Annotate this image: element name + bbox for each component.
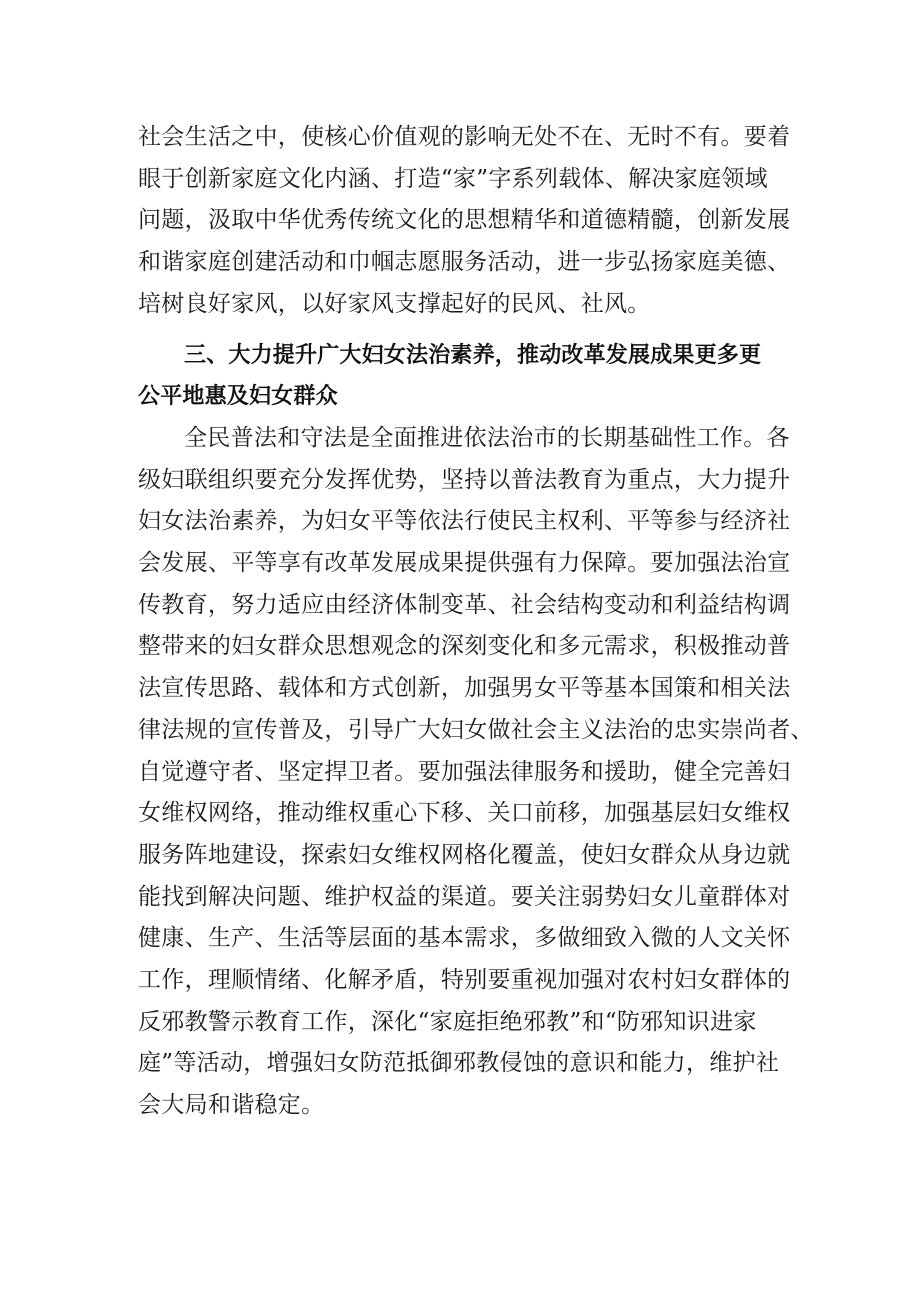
paragraph-line: 社会生活之中，使核心价值观的影响无处不在、无时不有。要着	[138, 124, 791, 150]
paragraph-line: 法宣传思路、载体和方式创新，加强男女平等基本国策和相关法	[138, 675, 791, 702]
paragraph-line: 律法规的宣传普及，引导广大妇女做社会主义法治的忠实崇尚者、	[138, 716, 814, 743]
paragraph-line: 健康、生产、生活等层面的基本需求，多做细致入微的人文关怀	[138, 925, 791, 952]
paragraph-line: 培树良好家风，以好家风支撑起好的民风、社风。	[138, 290, 651, 317]
paragraph-line: 会发展、平等享有改革发展成果提供强有力保障。要加强法治宣	[138, 550, 791, 577]
paragraph-line: 全民普法和守法是全面推进依法治市的长期基础性工作。各	[184, 425, 790, 451]
paragraph-line: 级妇联组织要充分发挥优势，坚持以普法教育为重点，大力提升	[138, 466, 791, 493]
paragraph-line: 整带来的妇女群众思想观念的深刻变化和多元需求，积极推动普	[138, 633, 791, 660]
paragraph-line: 自觉遵守者、坚定捍卫者。要加强法律服务和援助，健全完善妇	[138, 758, 791, 785]
section-heading	[138, 335, 788, 417]
paragraph-line: 妇女法治素养，为妇女平等依法行使民主权利、平等参与经济社	[138, 508, 791, 535]
paragraph-line: 工作，理顺情绪、化解矛盾，特别要重视加强对农村妇女群体的	[138, 966, 791, 993]
paragraph-line: 眼于创新家庭文化内涵、打造“家”字系列载体、解决家庭领域	[138, 165, 768, 192]
paragraph-line: 庭”等活动，增强妇女防范抵御邪教侵蚀的意识和能力，维护社	[138, 1050, 780, 1077]
paragraph-line: 服务阵地建设，探索妇女维权网格化覆盖，使妇女群众从身边就	[138, 841, 791, 868]
paragraph-legal-literacy	[138, 418, 814, 1127]
paragraph-family-culture	[138, 117, 791, 325]
heading-line: 公平地惠及妇女群众	[138, 384, 338, 409]
paragraph-line: 问题，汲取中华优秀传统文化的思想精华和道德精髓，创新发展	[138, 207, 791, 234]
heading-line: 三、大力提升广大妇女法治素养，推动改革发展成果更多更	[184, 343, 762, 368]
paragraph-line: 反邪教警示教育工作，深化“家庭拒绝邪教”和“防邪知识进家	[138, 1008, 757, 1035]
paragraph-line: 传教育，努力适应由经济体制变革、社会结构变动和利益结构调	[138, 591, 791, 618]
paragraph-line: 女维权网络，推动维权重心下移、关口前移，加强基层妇女维权	[138, 800, 791, 827]
paragraph-line: 能找到解决问题、维护权益的渠道。要关注弱势妇女儿童群体对	[138, 883, 791, 910]
paragraph-line: 和谐家庭创建活动和巾帼志愿服务活动，进一步弘扬家庭美德、	[138, 249, 791, 276]
paragraph-line: 会大局和谐稳定。	[138, 1092, 325, 1118]
